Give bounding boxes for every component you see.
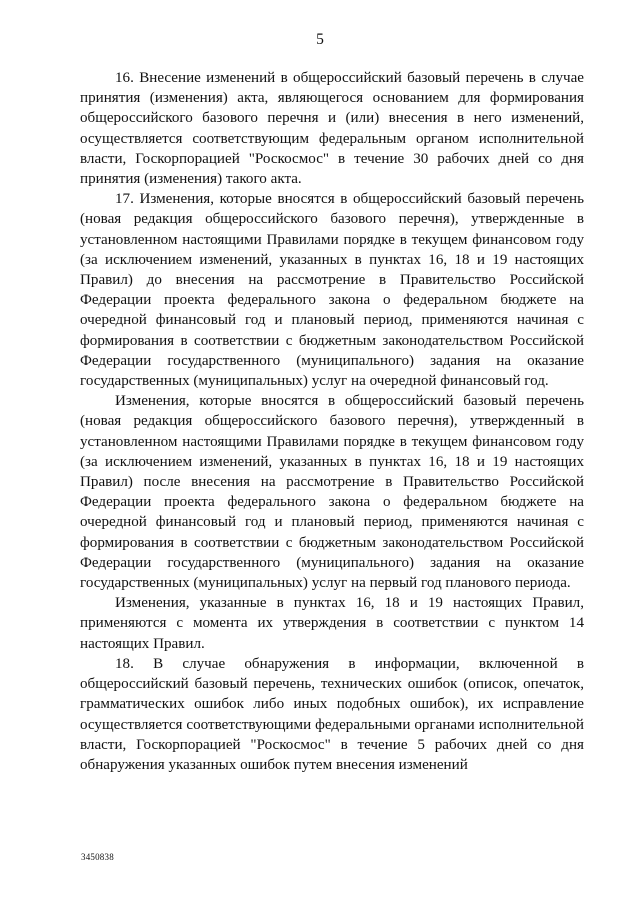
document-body	[80, 68, 584, 775]
paragraph-18: 18. В случае обнаружения в информации, включенной в общероссийский базовый перечень, технических ошибок (описок, опечаток, грамматических ошибок либо иных подобных ошибок), их исправление осуществляется соответствующими федеральными органами исполнительной власти, Госкорпорацией "Роскосмос" в течение 5 рабочих дней со дня обнаружения указанных ошибок путем внесения изменений	[80, 655, 584, 773]
paragraph-17-changes-after: Изменения, которые вносятся в общероссийский базовый перечень (новая редакция общероссийского базового перечня), утвержденный в установленном настоящими Правилами порядке в текущем финансовом году (за исключением изменений, указанных в пунктах 16, 18 и 19 настоящих Правил) после внесения на рассмотрение в Правительство Российской Федерации проекта федерального закона о федеральном бюджете на очередной финансовый год и плановый период, применяются начиная с формирования в соответствии с бюджетным законодательством Российской Федерации государственного (муниципального) задания на оказание государственных (муниципальных) услуг на первый год планового периода.	[80, 393, 584, 592]
paragraph-17-changes-applied: Изменения, указанные в пунктах 16, 18 и 19 настоящих Правил, применяются с момента их утверждения в соответствии с пунктом 14 настоящих Правил.	[80, 595, 584, 652]
paragraph-17: 17. Изменения, которые вносятся в общероссийский базовый перечень (новая редакция общероссийского базового перечня), утвержденные в установленном настоящими Правилами порядке в текущем финансовом году (за исключением изменений, указанных в пунктах 16, 18 и 19 настоящих Правил) до внесения на рассмотрение в Правительство Российской Федерации проекта федерального закона о федеральном бюджете на очередной финансовый год и плановый период, применяются начиная с формирования в соответствии с бюджетным законодательством Российской Федерации государственного (муниципального) задания на оказание государственных (муниципальных) услуг на очередной финансовый год.	[80, 191, 584, 390]
page-number: 5	[316, 31, 324, 48]
paragraph-16: 16. Внесение изменений в общероссийский базовый перечень в случае принятия (изменения) акта, являющегося основанием для формирования общероссийского базового перечня и (или) внесения в него изменений, осуществляется соответствующим федеральным органом исполнительной власти, Госкорпорацией "Роскосмос" в течение 30 рабочих дней со дня принятия (изменения) такого акта.	[80, 70, 584, 188]
document-code: 3450838	[81, 852, 114, 862]
